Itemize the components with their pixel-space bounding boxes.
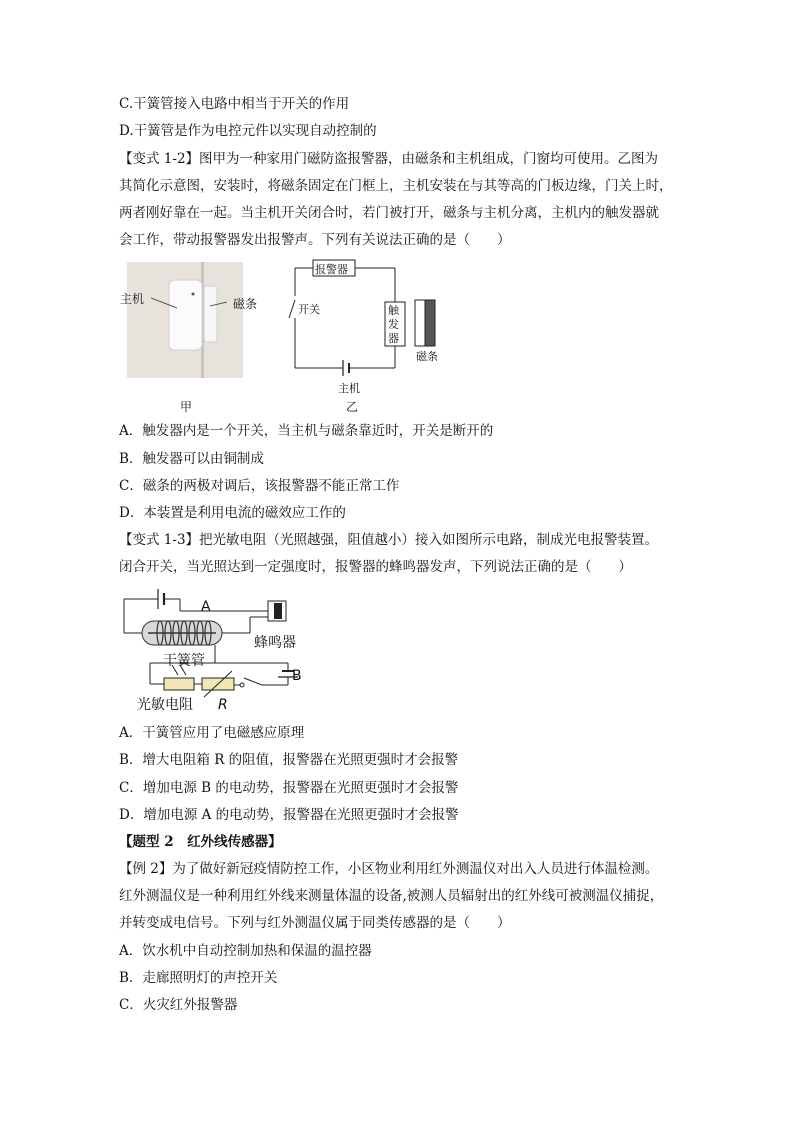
strip-label: 磁条	[233, 297, 258, 311]
question-1-3-line1: 【变式 1-3】把光敏电阻（光照越强，阻值越小）接入如图所示电路，制成光电报警装置。	[119, 532, 659, 548]
example-2-line3: 并转变成电信号。下列与红外测温仪属于同类传感器的是（ ）	[119, 915, 511, 931]
option-c-prev: C.干簧管接入电路中相当于开关的作用	[119, 96, 350, 112]
label-b: B	[292, 668, 302, 684]
label-a: A	[201, 599, 211, 615]
strip-label-yi: 磁条	[416, 350, 438, 363]
option-d-prev: D.干簧管是作为电控元件以实现自动控制的	[119, 123, 377, 139]
alarm-circuit-diagram	[285, 256, 455, 416]
option-b-2: B．增大电阻箱 R 的阻值，报警器在光照更强时才会报警	[119, 752, 459, 768]
option-c-2: C．增加电源 B 的电动势，报警器在光照更强时才会报警	[119, 780, 459, 796]
figure-jia	[117, 258, 257, 408]
option-b-1: B．触发器可以由铜制成	[119, 451, 264, 467]
section-heading: 【题型 2 红外线传感器】	[119, 834, 282, 850]
figure-jia-caption: 甲	[180, 400, 193, 414]
question-1-2-line2: 其简化示意图，安装时，将磁条固定在门框上，主机安装在与其等高的门板边缘，门关上时，	[119, 178, 673, 194]
switch-label: 开关	[298, 303, 320, 316]
option-a-2: A．干簧管应用了电磁感应原理	[119, 725, 305, 741]
door-sensor-photo	[117, 258, 257, 408]
question-1-2-line1: 【变式 1-2】图甲为一种家用门磁防盗报警器，由磁条和主机组成，门窗均可使用。乙图为	[119, 151, 659, 167]
option-d-2: D．增加电源 A 的电动势，报警器在光照更强时才会报警	[119, 807, 459, 823]
buzzer-label: 蜂鸣器	[254, 635, 296, 651]
host-label-yi: 主机	[338, 382, 360, 395]
option-a-3: A．饮水机中自动控制加热和保温的温控器	[119, 943, 372, 959]
example-2-line2: 红外测温仪是一种利用红外线来测量体温的设备,被测人员辐射出的红外线可被测温仪捕捉，	[119, 888, 664, 904]
option-c-1: C．磁条的两极对调后，该报警器不能正常工作	[119, 478, 400, 494]
trigger-label: 触发器	[388, 304, 399, 345]
option-d-1: D．本装置是利用电流的磁效应工作的	[119, 505, 346, 521]
figure-yi-caption: 乙	[346, 400, 359, 414]
option-b-3: B．走廊照明灯的声控开关	[119, 970, 278, 986]
ldr-label: 光敏电阻	[137, 697, 193, 713]
alarm-label: 报警器	[315, 263, 348, 276]
question-1-3-line2: 闭合开关，当光照达到一定强度时，报警器的蜂鸣器发声，下列说法正确的是（ ）	[119, 559, 632, 575]
figure-yi	[285, 256, 455, 416]
question-1-2-line3: 两者刚好靠在一起。当主机开关闭合时，若门被打开，磁条与主机分离，主机内的触发器就	[119, 205, 659, 221]
option-c-3: C．火灾红外报警器	[119, 997, 238, 1013]
example-2-line1: 【例 2】为了做好新冠疫情防控工作，小区物业利用红外测温仪对出入人员进行体温检测。	[119, 861, 659, 877]
question-1-2-line4: 会工作，带动报警器发出报警声。下列有关说法正确的是（ ）	[119, 232, 511, 248]
option-a-1: A．触发器内是一个开关，当主机与磁条靠近时，开关是断开的	[119, 423, 494, 439]
label-r: R	[218, 697, 228, 713]
reed-label: 干簧管	[163, 653, 205, 669]
host-label: 主机	[120, 292, 145, 306]
